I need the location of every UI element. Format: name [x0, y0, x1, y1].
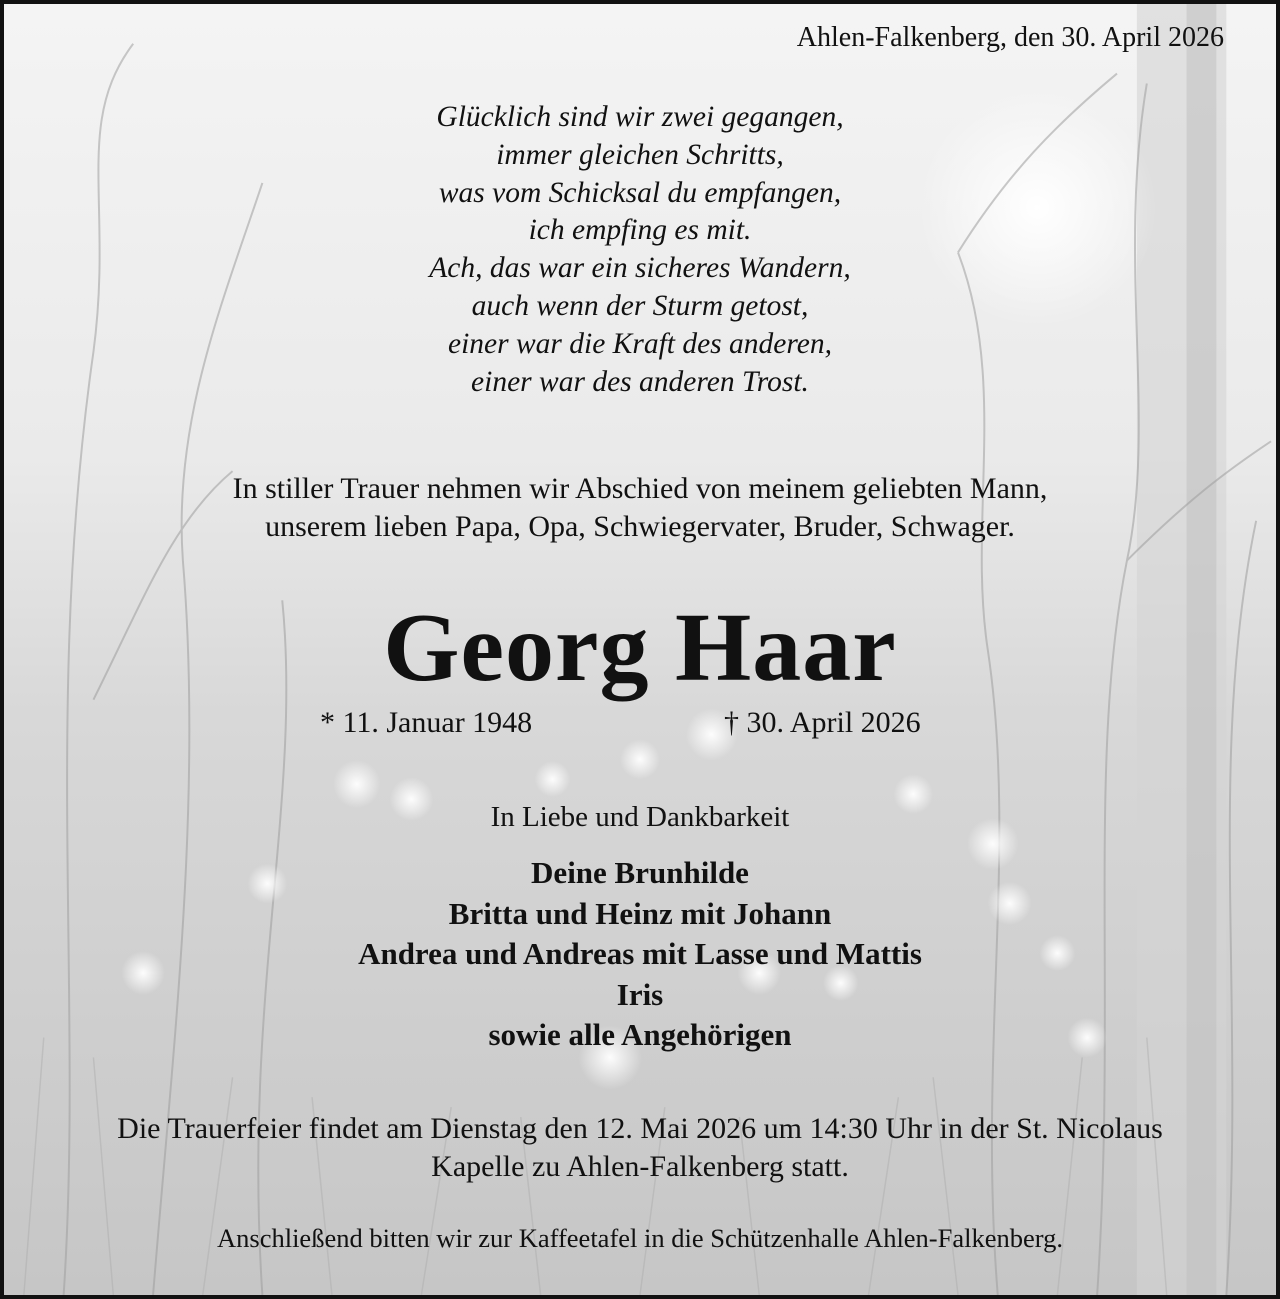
death-date: † 30. April 2026: [724, 706, 921, 739]
mourning-intro: [4, 470, 1276, 546]
poem-line: immer gleichen Schritts,: [496, 138, 784, 171]
life-dates: [4, 704, 1276, 744]
poem-line: auch wenn der Sturm getost,: [471, 289, 809, 322]
reception-info: Anschließend bitten wir zur Kaffeetafel in die Schützenhalle Ahlen-Falkenberg.: [217, 1223, 1063, 1253]
mourner-line: Iris: [616, 976, 664, 1012]
poem: [4, 99, 1276, 401]
funeral-ceremony-info: [4, 1110, 1276, 1186]
mourner-line: Andrea und Andreas mit Lasse und Mattis: [358, 936, 922, 971]
poem-line: einer war die Kraft des anderen,: [447, 327, 832, 360]
poem-line: ich empfing es mit.: [528, 214, 752, 247]
poem-line: was vom Schicksal du empfangen,: [438, 176, 842, 209]
intro-line: unserem lieben Papa, Opa, Schwiegervater, Bruder, Schwager.: [265, 510, 1015, 543]
mourner-line: Britta und Heinz mit Johann: [448, 895, 832, 931]
poem-line: einer war des anderen Trost.: [471, 365, 809, 398]
birth-date: * 11. Januar 1948: [320, 706, 533, 739]
intro-line: In stiller Trauer nehmen wir Abschied von meinem geliebten Mann,: [232, 472, 1048, 505]
mourner-line: Deine Brunhilde: [531, 855, 749, 890]
mourners-list: [4, 853, 1276, 1056]
ceremony-line: Die Trauerfeier findet am Dienstag den 12. Mai 2026 um 14:30 Uhr in der St. Nicolaus: [117, 1112, 1163, 1145]
dedication: In Liebe und Dankbarkeit: [490, 801, 790, 833]
mourner-line: sowie alle Angehörigen: [488, 1017, 792, 1052]
ceremony-line: Kapelle zu Ahlen-Falkenberg statt.: [431, 1150, 849, 1183]
poem-line: Glücklich sind wir zwei gegangen,: [436, 101, 844, 133]
deceased-name: Georg Haar: [383, 594, 897, 702]
place-and-date: Ahlen-Falkenberg, den 30. April 2026: [796, 22, 1224, 53]
poem-line: Ach, das war ein sicheres Wandern,: [429, 252, 851, 285]
